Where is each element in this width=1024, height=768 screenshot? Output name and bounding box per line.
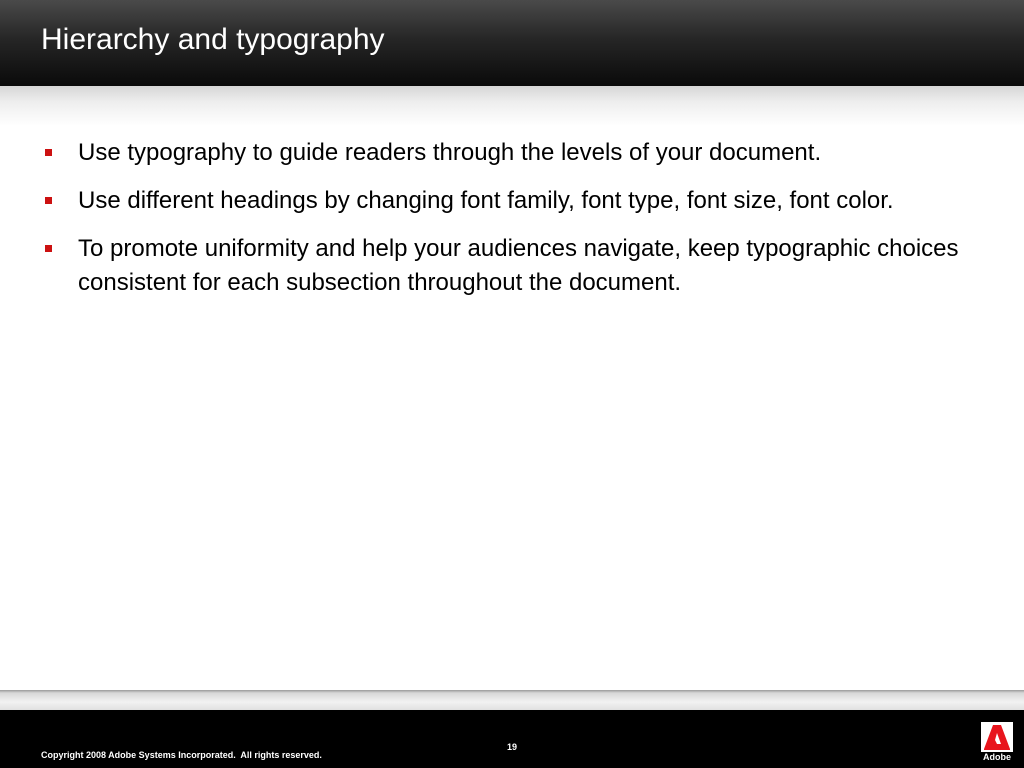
bullet-text: Use typography to guide readers through the levels of your document. [78, 139, 822, 166]
adobe-logo-icon [981, 722, 1013, 752]
slide-title: Hierarchy and typography [41, 23, 385, 56]
title-bar [0, 0, 1024, 86]
page-number: 19 [506, 742, 517, 752]
adobe-logo [981, 722, 1013, 764]
bullet-item [0, 232, 1024, 300]
bullet-text: Use different headings by changing font family, font type, font size, font color. [78, 187, 894, 214]
red-square-bullet-icon [45, 149, 52, 156]
red-square-bullet-icon [45, 245, 52, 252]
adobe-logo-text: Adobe [983, 752, 1011, 762]
footer [0, 710, 1024, 768]
copyright-text: Copyright 2008 Adobe Systems Incorporated. All rights reserved. [41, 750, 322, 760]
footer-separator [0, 690, 1024, 710]
bullet-item [0, 136, 1024, 170]
bullet-text: To promote uniformity and help your audiences navigate, keep typographic choices consistent for each subsection throughout the document. [78, 235, 959, 296]
bullet-item [0, 184, 1024, 218]
title-bar-shadow [0, 86, 1024, 126]
bullet-list [0, 136, 1024, 314]
red-square-bullet-icon [45, 197, 52, 204]
